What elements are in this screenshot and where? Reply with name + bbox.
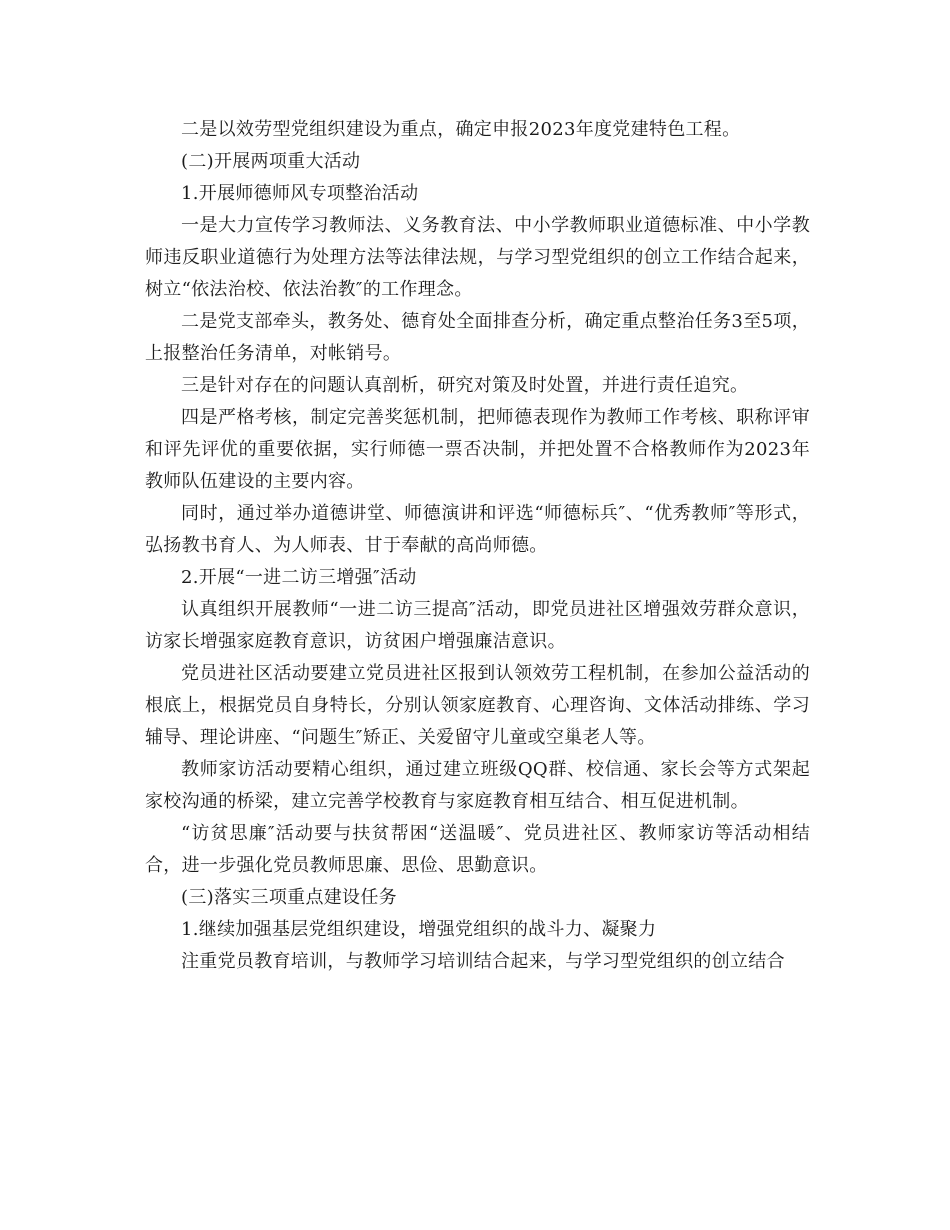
document-body [145, 114, 810, 978]
paragraph: 党员进社区活动要建立党员进社区报到认领效劳工程机制，在参加公益活动的根底上，根据党员自身特长，分别认领家庭教育、心理咨询、文体活动排练、学习辅导、理论讲座、“问题生″矫正、关爱留守儿童或空巢老人等。 [145, 663, 810, 748]
subsection-heading: 1.继续加强基层党组织建设，增强党组织的战斗力、凝聚力 [181, 919, 657, 940]
paragraph: 四是严格考核，制定完善奖惩机制，把师德表现作为教师工作考核、职称评审和评先评优的重要依据，实行师德一票否决制，并把处置不合格教师作为2023年教师队伍建设的主要内容。 [145, 407, 810, 492]
subsection-heading: 1.开展师德师风专项整治活动 [181, 183, 419, 204]
section-heading: (三)落实三项重点建设任务 [181, 887, 397, 908]
paragraph: 二是党支部牵头，教务处、德育处全面排查分析，确定重点整治任务3至5项，上报整治任务清单，对帐销号。 [145, 311, 810, 364]
paragraph: 一是大力宣传学习教师法、义务教育法、中小学教师职业道德标准、中小学教师违反职业道德行为处理方法等法律法规，与学习型党组织的创立工作结合起来，树立“依法治校、依法治教″的工作理念。 [145, 215, 810, 300]
paragraph: 教师家访活动要精心组织，通过建立班级QQ群、校信通、家长会等方式架起家校沟通的桥梁，建立完善学校教育与家庭教育相互结合、相互促进机制。 [145, 759, 810, 812]
paragraph: 注重党员教育培训，与教师学习培训结合起来，与学习型党组织的创立结合 [181, 951, 785, 972]
paragraph: 同时，通过举办道德讲堂、师德演讲和评选“师德标兵″、“优秀教师″等形式，弘扬教书育人、为人师表、甘于奉献的高尚师德。 [145, 503, 810, 556]
subsection-heading: 2.开展“一进二访三增强″活动 [181, 567, 417, 588]
paragraph: 二是以效劳型党组织建设为重点，确定申报2023年度党建特色工程。 [181, 119, 741, 140]
paragraph: “访贫思廉″活动要与扶贫帮困“送温暖″、党员进社区、教师家访等活动相结合，进一步强化党员教师思廉、思俭、思勤意识。 [145, 823, 810, 876]
section-heading: (二)开展两项重大活动 [181, 151, 361, 172]
paragraph: 认真组织开展教师“一进二访三提高″活动，即党员进社区增强效劳群众意识，访家长增强家庭教育意识，访贫困户增强廉洁意识。 [145, 599, 810, 652]
paragraph: 三是针对存在的问题认真剖析，研究对策及时处置，并进行责任追究。 [181, 375, 749, 396]
